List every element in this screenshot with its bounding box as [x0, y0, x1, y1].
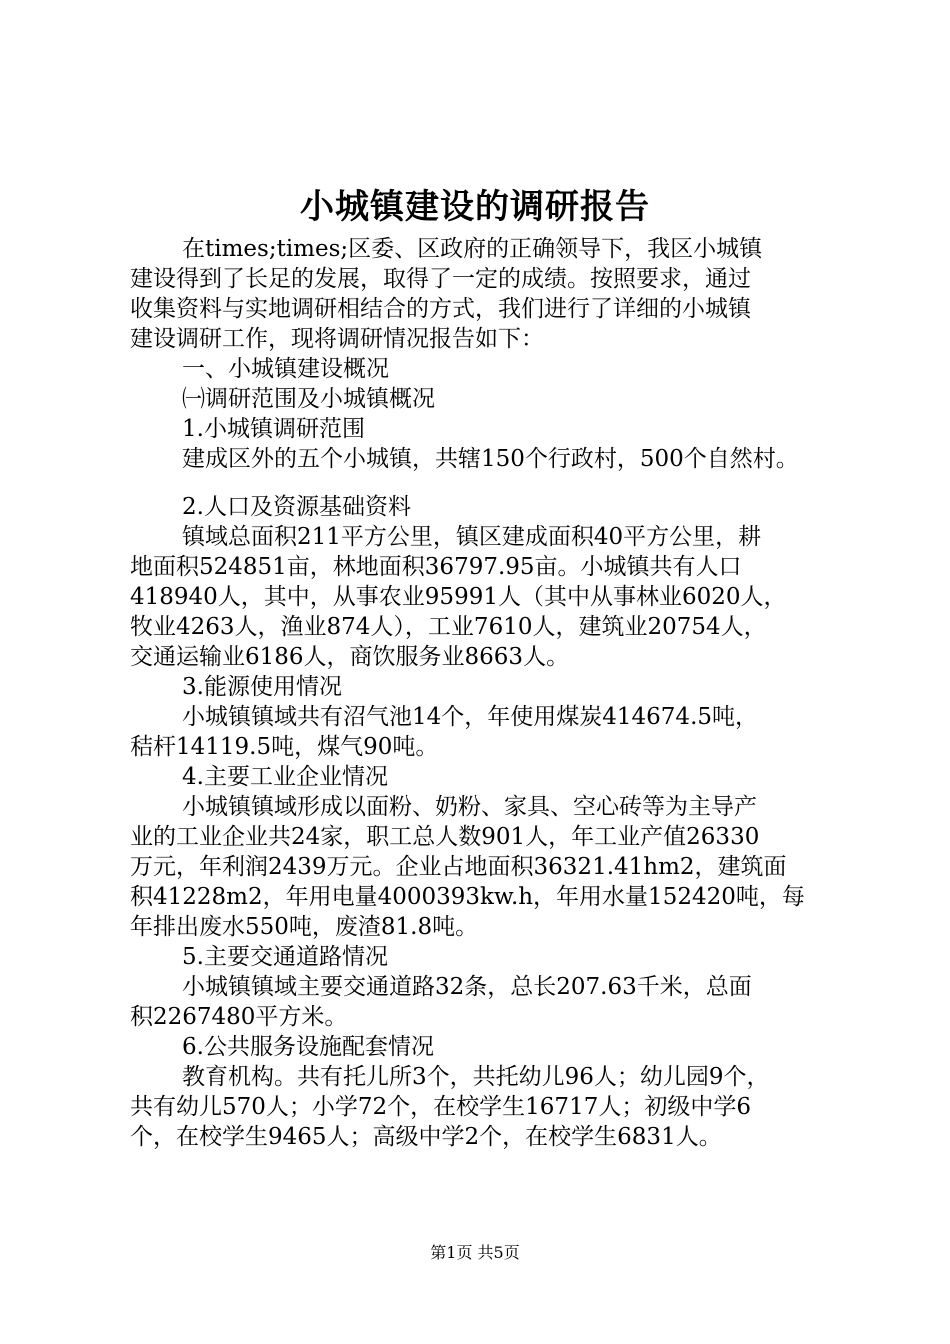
paragraph-line: 积41228m2，年用电量4000393kw.h，年用水量152420吨，每	[130, 884, 805, 910]
item-heading: 5.主要交通道路情况	[182, 944, 388, 970]
page-footer: 第1页 共5页	[430, 1243, 520, 1262]
section-heading: 一、小城镇建设概况	[182, 356, 389, 382]
paragraph-line: 积2267480平方米。	[130, 1004, 348, 1030]
page-title: 小城镇建设的调研报告	[300, 187, 650, 227]
item-heading: 4.主要工业企业情况	[182, 764, 388, 790]
paragraph-line: 秸杆14119.5吨，煤气90吨。	[130, 734, 439, 760]
paragraph-line: 收集资料与实地调研相结合的方式，我们进行了详细的小城镇	[130, 296, 751, 322]
paragraph-line: 个，在校学生9465人；高级中学2个，在校学生6831人。	[130, 1124, 722, 1150]
paragraph-line: 建设调研工作，现将调研情况报告如下：	[130, 326, 544, 352]
paragraph-line: 牧业4263人，渔业874人），工业7610人，建筑业20754人，	[130, 614, 767, 640]
blank-gap	[130, 474, 850, 492]
paragraph-line: 万元，年利润2439万元。企业占地面积36321.41hm2，建筑面	[130, 854, 787, 880]
subsection-heading: ㈠调研范围及小城镇概况	[182, 386, 435, 412]
paragraph-line: 业的工业企业共24家，职工总人数901人，年工业产值26330	[130, 824, 760, 850]
paragraph-line: 交通运输业6186人，商饮服务业8663人。	[130, 644, 570, 670]
paragraph-line: 地面积524851亩，林地面积36797.95亩。小城镇共有人口	[130, 554, 742, 580]
paragraph-line: 在times;times;区委、区政府的正确领导下，我区小城镇	[182, 236, 763, 262]
item-heading: 6.公共服务设施配套情况	[182, 1034, 434, 1060]
paragraph-line: 教育机构。共有托儿所3个，共托幼儿96人；幼儿园9个，	[182, 1064, 770, 1090]
paragraph-line: 建设得到了长足的发展，取得了一定的成绩。按照要求，通过	[130, 266, 751, 292]
item-heading: 3.能源使用情况	[182, 674, 342, 700]
paragraph-line: 建成区外的五个小城镇，共辖150个行政村，500个自然村。	[182, 446, 799, 472]
document-body	[130, 234, 850, 1152]
item-heading: 1.小城镇调研范围	[182, 416, 365, 442]
paragraph-line: 共有幼儿570人；小学72个，在校学生16717人；初级中学6	[130, 1094, 751, 1120]
item-heading: 2.人口及资源基础资料	[182, 494, 411, 520]
paragraph-line: 小城镇镇域形成以面粉、奶粉、家具、空心砖等为主导产	[182, 794, 757, 820]
paragraph-line: 年排出废水550吨，废渣81.8吨。	[130, 914, 479, 940]
paragraph-line: 小城镇镇域共有沼气池14个，年使用煤炭414674.5吨，	[182, 704, 759, 730]
paragraph-line: 镇域总面积211平方公里，镇区建成面积40平方公里，耕	[182, 524, 762, 550]
paragraph-line: 小城镇镇域主要交通道路32条，总长207.63千米，总面	[182, 974, 752, 1000]
paragraph-line: 418940人，其中，从事农业95991人（其中从事林业6020人，	[130, 584, 787, 610]
